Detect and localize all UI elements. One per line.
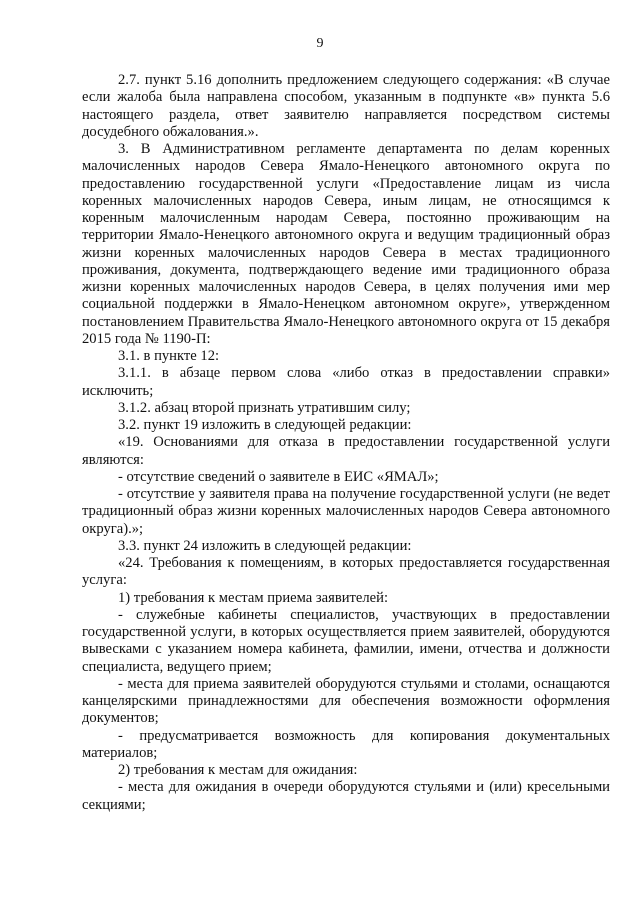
paragraph: 3.2. пункт 19 изложить в следующей редакции:	[118, 417, 412, 433]
paragraph: 3.1.1. в абзаце первом слова «либо отказ в предоставлении справки» исключить;	[82, 365, 610, 399]
paragraph: 3.3. пункт 24 изложить в следующей редакции:	[118, 537, 412, 554]
paragraph: 2.7. пункт 5.16 дополнить предложением следующего содержания: «В случае если жалоба была направлена способом, указанным в подпункте «в» пункта 5.6 настоящего раздела, ответ заявителю направляется посредством системы досудебного обжалования.».	[82, 72, 610, 140]
paragraph: 3.1. в пункте 12:	[118, 348, 220, 364]
paragraph: - места для приема заявителей оборудуются стульями и столами, оснащаются канцелярскими принадлежностями для обеспечения возможности оформления документов;	[82, 675, 610, 727]
paragraph: «19. Основаниями для отказа в предоставлении государственной услуги являются:	[82, 434, 610, 468]
page-number: 9	[316, 36, 324, 51]
paragraph: 3. В Административном регламенте департамента по делам коренных малочисленных народов Севера Ямало-Ненецкого автономного округа по предоставлению государственной услуги «Предоставление лицам из числа коренных малочисленных народов Севера, иным лицам, не относящимся к коренным малочисленным народам Севера, постоянно проживающим на территории Ямало-Ненецкого автономного округа и ведущим традиционный образ жизни коренных малочисленных народов Севера в местах традиционного проживания, документа, подтверждающего ведение ими традиционного образа жизни коренных малочисленных народов Севера, в целях получения ими мер социальной поддержки в Ямало-Ненецком автономном округе», утвержденном постановлением Правительства Ямало-Ненецкого автономного округа от 15 декабря 2015 года № 1190-П:	[82, 141, 610, 347]
paragraph: - отсутствие сведений о заявителе в ЕИС «ЯМАЛ»;	[118, 468, 439, 485]
paragraph: - места для ожидания в очереди оборудуются стульями и (или) кресельными секциями;	[82, 779, 610, 813]
paragraph: 1) требования к местам приема заявителей:	[118, 589, 389, 606]
paragraph: - предусматривается возможность для копирования документальных материалов;	[82, 727, 610, 761]
paragraph: 2) требования к местам для ожидания:	[118, 762, 358, 778]
paragraph: «24. Требования к помещениям, в которых предоставляется государственная услуга:	[82, 555, 610, 589]
paragraph: - отсутствие у заявителя права на получение государственной услуги (не ведет традиционный образ жизни коренных малочисленных народов Севера автономного округа).»;	[82, 486, 610, 537]
paragraph: 3.1.2. абзац второй признать утратившим силу;	[118, 399, 411, 416]
paragraph: - служебные кабинеты специалистов, участвующих в предоставлении государственной услуги, в которых осуществляется прием заявителей, оборудуются вывесками с указанием номера кабинета, фамилии, имени, отчества и должности специалиста, ведущего прием;	[82, 606, 610, 675]
document-body	[82, 72, 610, 814]
